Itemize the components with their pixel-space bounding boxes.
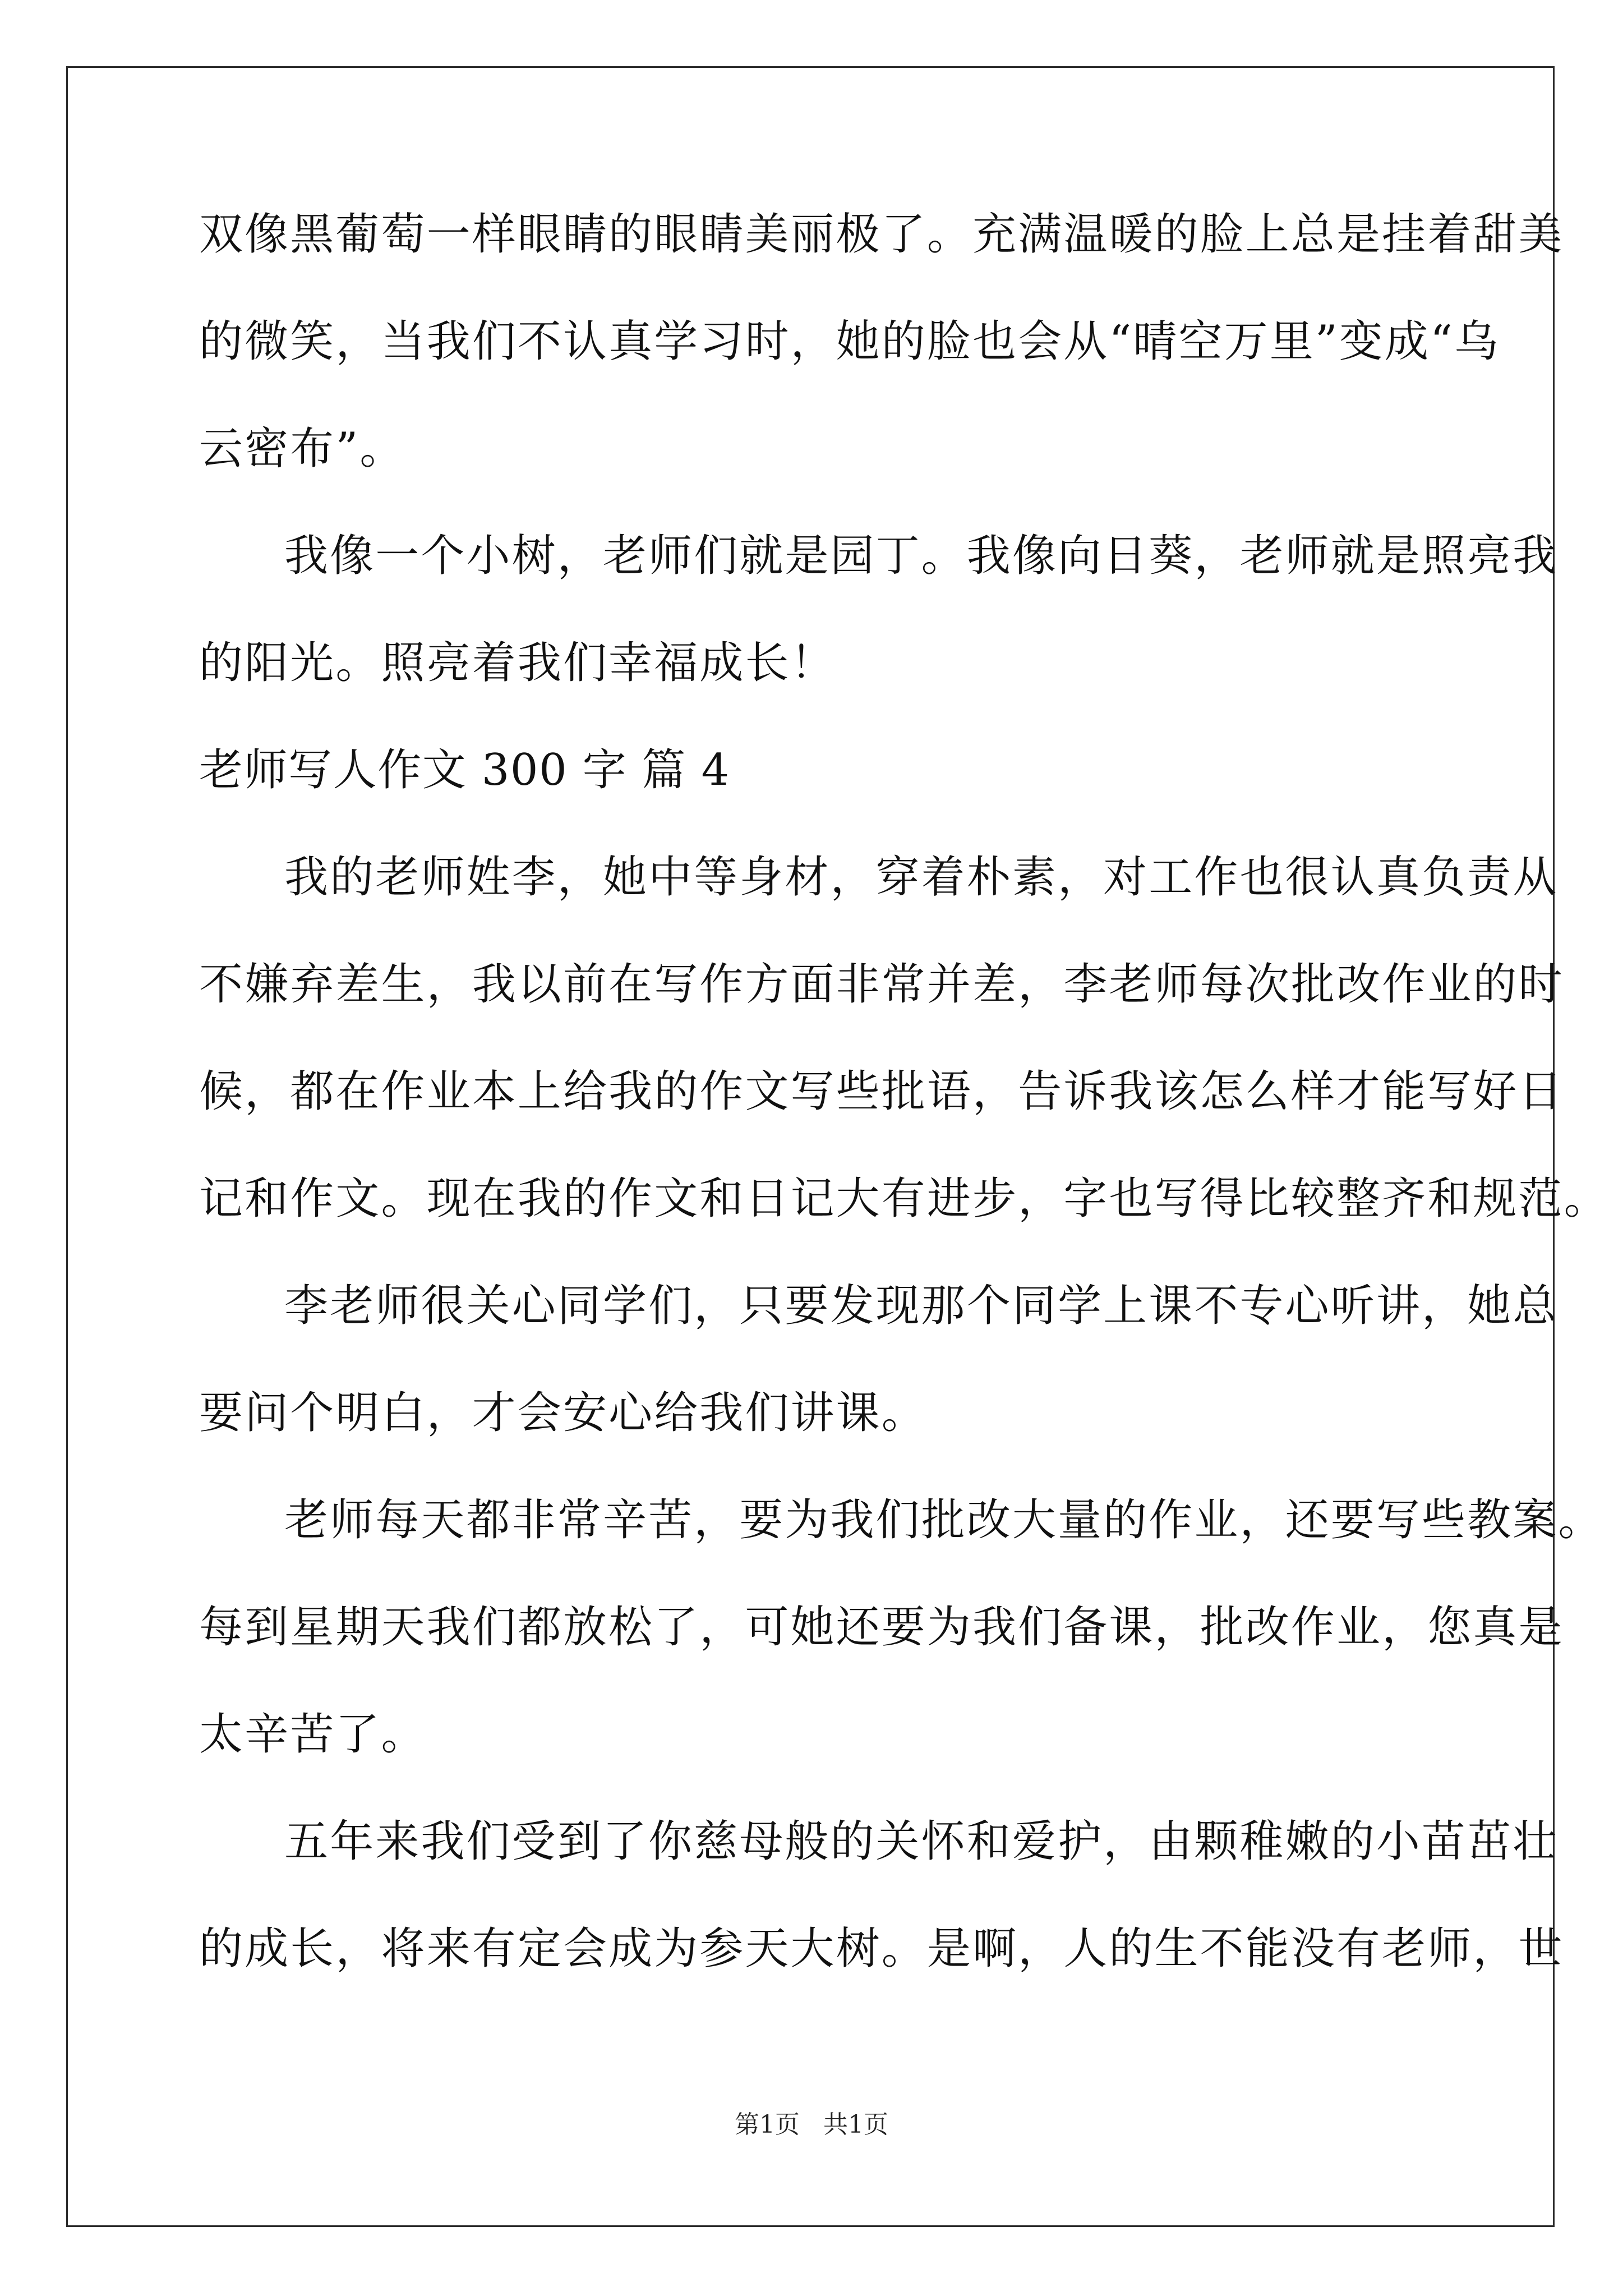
text-line: 老师每天都非常辛苦，要为我们批改大量的作业，还要写些教案。 xyxy=(284,1495,1604,1545)
section-heading: 老师写人作文 300 字 篇 4 xyxy=(199,745,730,795)
text-line: 李老师很关心同学们，只要发现那个同学上课不专心听讲，她总 xyxy=(284,1281,1559,1331)
text-line: 每到星期天我们都放松了，可她还要为我们备课，批改作业，您真是 xyxy=(199,1602,1564,1653)
text-line: 记和作文。现在我的作文和日记大有进步，字也写得比较整齐和规范。 xyxy=(199,1174,1610,1224)
text-line: 双像黑葡萄一样眼睛的眼睛美丽极了。充满温暖的脸上总是挂着甜美 xyxy=(199,209,1564,260)
text-line: 我的老师姓李，她中等身材，穿着朴素，对工作也很认真负责从 xyxy=(284,852,1559,903)
text-line: 太辛苦了。 xyxy=(199,1709,427,1760)
page-border xyxy=(66,66,1555,2227)
text-line: 的成长，将来有定会成为参天大树。是啊，人的生不能没有老师，世 xyxy=(199,1924,1564,1974)
text-line: 我像一个小树，老师们就是园丁。我像向日葵，老师就是照亮我 xyxy=(284,531,1559,581)
text-line: 要问个明白，才会安心给我们讲课。 xyxy=(199,1388,927,1438)
text-line: 候，都在作业本上给我的作文写些批语，告诉我该怎么样才能写好日 xyxy=(199,1066,1564,1117)
text-line: 云密布”。 xyxy=(199,424,405,474)
text-line: 五年来我们受到了你慈母般的关怀和爱护，由颗稚嫩的小苗茁壮 xyxy=(284,1816,1559,1867)
text-line: 不嫌弃差生，我以前在写作方面非常并差，李老师每次批改作业的时 xyxy=(199,959,1564,1010)
text-line: 的微笑，当我们不认真学习时，她的脸也会从“晴空万里”变成“乌 xyxy=(199,316,1500,367)
page-footer xyxy=(0,2109,1623,2141)
text-line: 的阳光。照亮着我们幸福成长！ xyxy=(199,638,836,688)
page-number: 第1页 xyxy=(735,2110,800,2139)
page-total: 共1页 xyxy=(823,2110,888,2139)
